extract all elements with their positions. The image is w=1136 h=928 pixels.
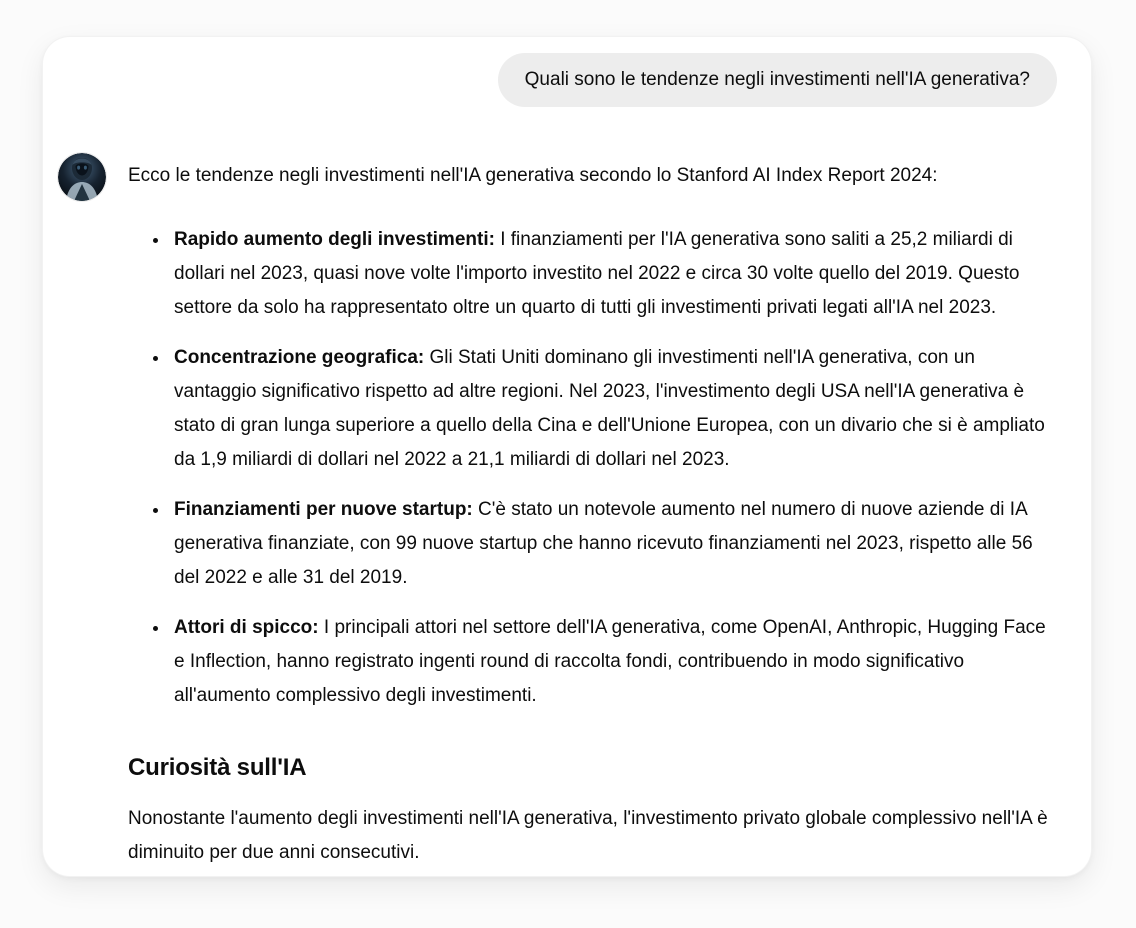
section-heading: Curiosità sull'IA (128, 754, 307, 781)
bullet-lead: Attori di spicco: (174, 617, 319, 638)
assistant-avatar (58, 153, 106, 201)
bullet-body: Gli Stati Uniti dominano gli investimenti nell'IA generativa, con un vantaggio significativo rispetto ad altre regioni. Nel 2023, l'investimento degli USA nell'IA generativa è stato di gran lunga superiore a quello della Cina e dell'Unione Europea, con un divario che si è ampliato da 1,9 miliardi di dollari nel 2022 a 21,1 miliardi di dollari nel 2023. (174, 347, 1045, 470)
bullet-lead: Concentrazione geografica: (174, 347, 425, 368)
trend-bullet-list (128, 223, 1061, 713)
list-item (170, 223, 1061, 325)
user-message-row (43, 37, 1091, 107)
bullet-body: C'è stato un notevole aumento nel numero di nuove aziende di IA generativa finanziate, con 99 nuove startup che hanno ricevuto finanziamenti nel 2023, rispetto alle 56 del 2022 e alle 31 del 2019. (174, 499, 1033, 588)
assistant-message-content (128, 153, 1061, 870)
assistant-message-row (43, 107, 1091, 870)
list-item (170, 493, 1061, 595)
assistant-intro-text: Ecco le tendenze negli investimenti nell'IA generativa secondo lo Stanford AI Index Report 2024: (128, 165, 938, 186)
assistant-closing-text: Nonostante l'aumento degli investimenti nell'IA generativa, l'investimento privato globale complessivo nell'IA è diminuito per due anni consecutivi. (128, 808, 1048, 863)
list-item (170, 341, 1061, 477)
user-message-bubble: Quali sono le tendenze negli investimenti nell'IA generativa? (498, 53, 1057, 107)
chat-card (42, 36, 1092, 877)
robot-avatar-icon (58, 153, 106, 201)
bullet-lead: Finanziamenti per nuove startup: (174, 499, 473, 520)
bullet-body: I principali attori nel settore dell'IA generativa, come OpenAI, Anthropic, Hugging Face e Inflection, hanno registrato ingenti round di raccolta fondi, contribuendo in modo significativo all'aumento complessivo degli investimenti. (174, 617, 1046, 706)
bullet-lead: Rapido aumento degli investimenti: (174, 229, 495, 250)
list-item (170, 611, 1061, 713)
bullet-body: I finanziamenti per l'IA generativa sono saliti a 25,2 miliardi di dollari nel 2023, quasi nove volte l'importo investito nel 2022 e circa 30 volte quello del 2019. Questo settore da solo ha rappresentato oltre un quarto di tutti gli investimenti privati legati all'IA nel 2023. (174, 229, 1020, 318)
